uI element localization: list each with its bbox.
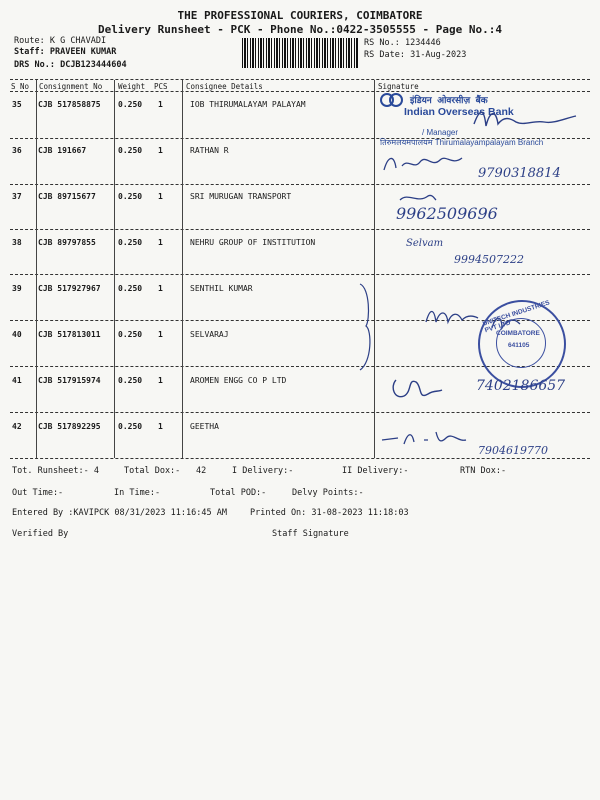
sig-phone-36: 9790318814 [478,166,561,181]
seal-text: UNITECH INDUSTRIES PVT LTD [481,299,551,335]
verified-by: Verified By [12,529,69,539]
sig-phone-41: 7402186657 [476,378,566,394]
row-divider [10,184,590,185]
staff-signature: Staff Signature [272,529,349,539]
col-sno: S No [11,82,30,91]
column-divider [114,80,115,458]
signature-scribble [386,372,446,408]
row-consignee: IOB THIRUMALAYAM PALAYAM [190,100,306,109]
row-sno: 42 [12,422,22,431]
row-weight: 0.250 [118,330,143,339]
bank-logo-icon [380,92,404,108]
row-sno: 41 [12,376,22,385]
bank-stamp-hindi: इंडियन ओवरसीज़ बैंक [410,96,488,106]
bank-stamp-english: Indian Overseas Bank [404,106,514,118]
tot-runsheet: Tot. Runsheet:- 4 [12,466,99,476]
row-divider [10,274,590,275]
row-sno: 35 [12,100,22,109]
rs-date-value: 31-Aug-2023 [410,50,467,60]
row-weight: 0.250 [118,100,143,109]
row-consignee: SRI MURUGAN TRANSPORT [190,192,292,201]
row-sno: 38 [12,238,22,247]
row-weight: 0.250 [118,422,143,431]
signature-scribble [378,148,468,178]
route-value: K G CHAVADI [49,36,107,46]
delvy-points: Delvy Points:- [292,488,364,498]
company-title: THE PROFESSIONAL COURIERS, COIMBATORE [177,9,423,22]
row-weight: 0.250 [118,192,143,201]
row-weight: 0.250 [118,284,143,293]
row-divider [10,229,590,230]
column-divider [36,80,37,458]
barcode [242,38,358,68]
total-dox-value: 42 [196,466,207,476]
printed-on: Printed On: 31-08-2023 11:18:03 [250,508,409,518]
sig-name-38: Selvam [406,238,444,249]
row-consignee: NEHRU GROUP OF INSTITUTION [190,238,316,247]
row-pcs: 1 [158,146,163,155]
signature-scribble [422,304,482,328]
row-consignment: CJB 89715677 [38,192,96,201]
row-weight: 0.250 [118,376,143,385]
entered-by: Entered By :KAVIPCK 08/31/2023 11:16:45 AM [12,508,227,518]
row-consignee: SENTHIL KUMAR [190,284,253,293]
row-sno: 39 [12,284,22,293]
signature-scribble [470,104,580,132]
row-consignment: CJB 89797855 [38,238,96,247]
row-weight: 0.250 [118,146,143,155]
rs-date-line: RS Date: 31-Aug-2023 [364,50,467,60]
row-consignment: CJB 191667 [38,146,87,155]
row-pcs: 1 [158,330,163,339]
row-sno: 36 [12,146,22,155]
route-line: Route: K G CHAVADI [14,36,107,46]
out-time: Out Time:- [12,488,64,498]
staff-value: PRAVEEN KUMAR [49,47,117,57]
table-bottom-rule [10,458,590,459]
ii-delivery: II Delivery:- [342,466,409,476]
drs-line: DRS No.: DCJB123444604 [14,60,127,70]
row-pcs: 1 [158,100,163,109]
row-consignment: CJB 517858875 [38,100,101,109]
sig-phone-38: 9994507222 [454,253,524,266]
row-pcs: 1 [158,284,163,293]
row-pcs: 1 [158,238,163,247]
bank-stamp-manager: / Manager [422,128,459,137]
col-consignee: Consignee Details [186,82,263,91]
bank-stamp-branch: तिरुमलयमपालयम Thirumalayampalayam Branch [380,138,544,147]
row-consignee: RATHAN R [190,146,229,155]
total-pod: Total POD:- [210,488,267,498]
column-divider [182,80,183,458]
runsheet-title: Delivery Runsheet - PCK - Phone No.:0422-3505555 - Page No.:4 [98,23,502,36]
rs-no-line: RS No.: 1234446 [364,38,441,48]
row-consignee: AROMEN ENGG CO P LTD [190,376,287,385]
row-divider [10,412,590,413]
company-seal [478,300,566,388]
column-divider [374,80,375,458]
drs-value: DCJB123444604 [60,60,127,70]
row-consignment: CJB 517915974 [38,376,101,385]
sig-phone-37: 9962509696 [396,204,498,223]
staff-line: Staff: PRAVEEN KUMAR [14,47,117,57]
row-pcs: 1 [158,376,163,385]
row-consignment: CJB 517892295 [38,422,101,431]
col-signature: Signature [378,82,419,91]
rs-no-value: 1234446 [404,38,441,48]
rtn-dox: RTN Dox:- [460,466,507,476]
row-sno: 37 [12,192,22,201]
row-consignee: SELVARAJ [190,330,229,339]
row-pcs: 1 [158,192,163,201]
row-consignment: CJB 517927967 [38,284,101,293]
col-consignment: Consignment No [39,82,103,91]
col-weight: Weight [118,82,146,91]
row-sno: 40 [12,330,22,339]
sig-phone-42: 7904619770 [478,444,548,457]
in-time: In Time:- [114,488,161,498]
row-weight: 0.250 [118,238,143,247]
table-top-rule [10,79,590,80]
table-header-rule [10,91,590,92]
bracket-mark [356,282,376,372]
seal-pin: 641105 [508,342,530,349]
row-consignee: GEETHA [190,422,219,431]
signature-scribble [380,426,470,448]
i-delivery: I Delivery:- [232,466,294,476]
row-consignment: CJB 517813011 [38,330,101,339]
col-pcs: PCS [154,82,168,91]
seal-city: COIMBATORE [496,330,540,337]
row-pcs: 1 [158,422,163,431]
total-dox-label: Total Dox:- [124,466,181,476]
